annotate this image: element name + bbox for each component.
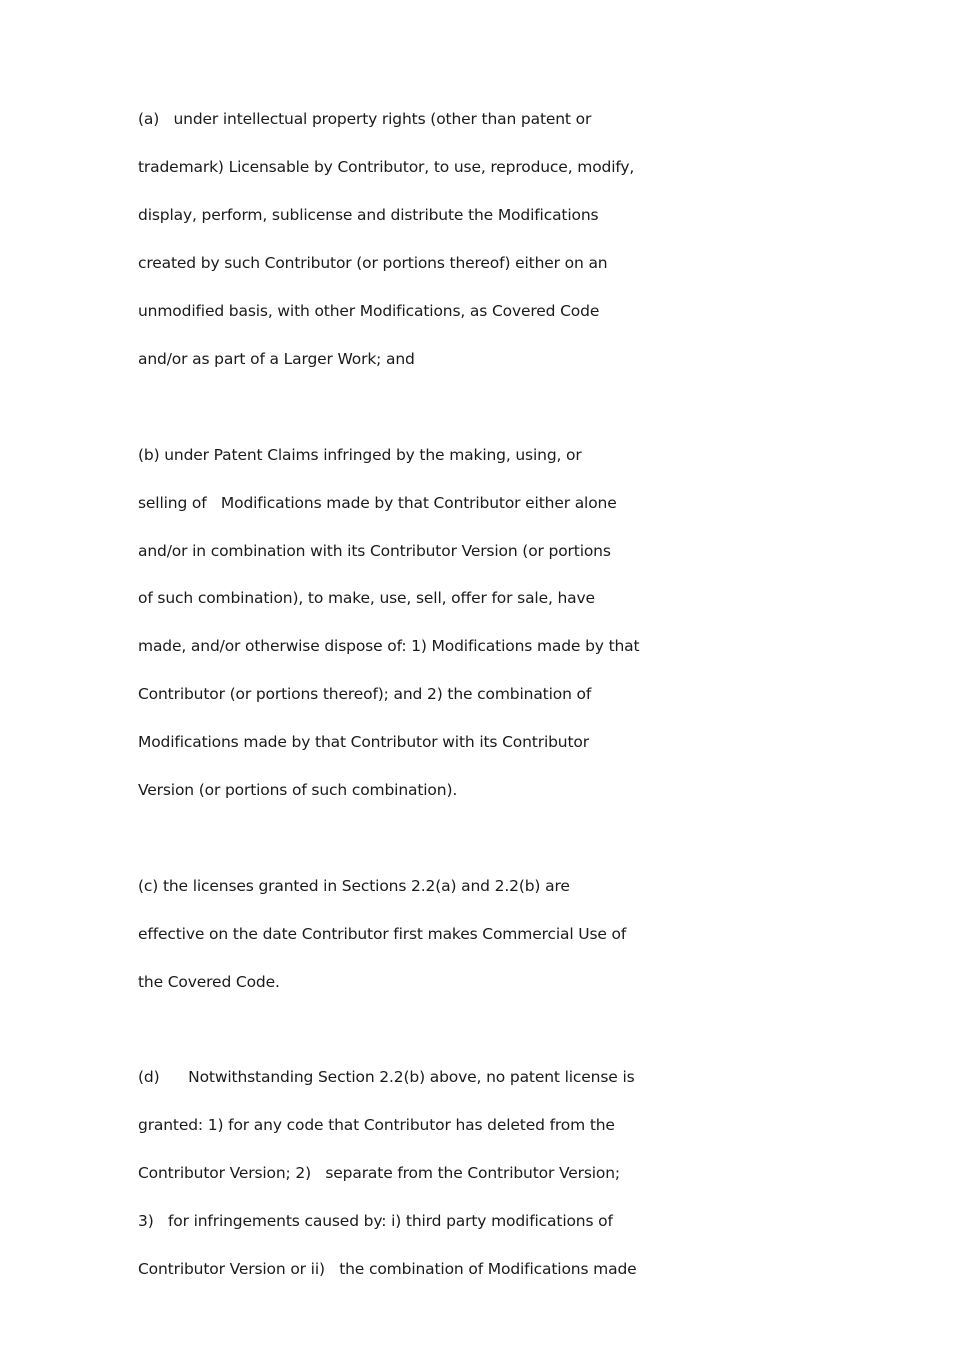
paragraph-b-line-8: Version (or portions of such combination). [138,781,458,799]
paragraph-c-line-3: the Covered Code. [138,973,280,991]
paragraph-a-line-4: created by such Contributor (or portions thereof) either on an [138,254,608,272]
paragraph-a-line-3: display, perform, sublicense and distribute the Modifications [138,206,599,224]
paragraph-a-line-1: (a) under intellectual property rights (other than patent or [138,110,592,128]
paragraph-a-line-2: trademark) Licensable by Contributor, to use, reproduce, modify, [138,158,635,176]
paragraph-d-line-5: Contributor Version or ii) the combination of Modifications made [138,1260,637,1278]
paragraph-a-line-6: and/or as part of a Larger Work; and [138,350,415,368]
paragraph-b-line-1: (b) under Patent Claims infringed by the making, using, or [138,446,582,464]
paragraph-b-line-4: of such combination), to make, use, sell, offer for sale, have [138,589,595,607]
paragraph-c-line-2: effective on the date Contributor first makes Commercial Use of [138,925,627,943]
paragraph-d-line-3: Contributor Version; 2) separate from the Contributor Version; [138,1164,620,1182]
paragraph-b-line-5: made, and/or otherwise dispose of: 1) Modifications made by that [138,637,640,655]
paragraph-b-line-7: Modifications made by that Contributor with its Contributor [138,733,589,751]
paragraph-b-line-2: selling of Modifications made by that Contributor either alone [138,494,617,512]
paragraph-c-line-1: (c) the licenses granted in Sections 2.2(a) and 2.2(b) are [138,877,570,895]
paragraph-d-line-4: 3) for infringements caused by: i) third party modifications of [138,1212,613,1230]
paragraph-b-line-6: Contributor (or portions thereof); and 2) the combination of [138,685,592,703]
paragraph-d-line-1: (d) Notwithstanding Section 2.2(b) above, no patent license is [138,1068,635,1086]
paragraph-b-line-3: and/or in combination with its Contributor Version (or portions [138,542,611,560]
paragraph-d-line-2: granted: 1) for any code that Contributor has deleted from the [138,1116,615,1134]
paragraph-a-line-5: unmodified basis, with other Modifications, as Covered Code [138,302,600,320]
